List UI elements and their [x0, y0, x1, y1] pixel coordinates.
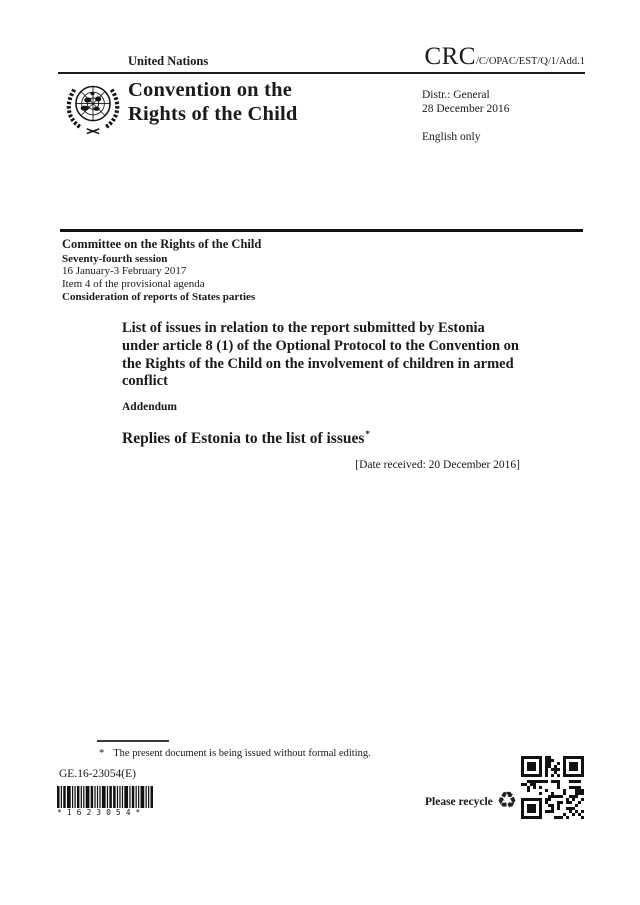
- date-received: [Date received: 20 December 2016]: [355, 459, 520, 471]
- masthead-title-line1: Convention on the: [128, 79, 293, 101]
- recycle-label: Please recycle: [425, 795, 493, 808]
- committee-name: Committee on the Rights of the Child: [62, 237, 262, 251]
- replies-subtitle-text: Replies of Estonia to the list of issues: [122, 430, 365, 447]
- header-rule: [58, 72, 585, 74]
- addendum-label: Addendum: [122, 401, 177, 413]
- footnote-text: The present document is being issued without formal editing.: [113, 748, 371, 759]
- language-line: English only: [422, 130, 481, 143]
- org-name: United Nations: [128, 54, 209, 68]
- footnote-rule: [97, 740, 169, 742]
- session-dates: 16 January-3 February 2017: [62, 265, 187, 278]
- agenda-title: Consideration of reports of States parties: [62, 290, 256, 303]
- distr-line: Distr.: General: [422, 89, 490, 101]
- footnote-marker: *: [99, 748, 105, 759]
- document-symbol-main: CRC: [424, 43, 476, 70]
- session-number: Seventy-fourth session: [62, 252, 168, 265]
- document-symbol: [424, 43, 585, 71]
- ge-document-number: GE.16-23054(E): [59, 768, 136, 780]
- footnote-reference-marker: *: [365, 429, 370, 439]
- document-symbol-suffix: /C/OPAC/EST/Q/1/Add.1: [475, 56, 585, 67]
- barcode-text: *1623054*: [57, 808, 146, 817]
- barcode-icon: [57, 786, 153, 808]
- recycle-icon: ♻: [496, 788, 518, 814]
- masthead-title: [128, 79, 298, 127]
- session-block: [62, 237, 261, 304]
- distr-date: 28 December 2016: [422, 103, 510, 116]
- section-rule: [60, 229, 583, 232]
- replies-subtitle: [122, 429, 370, 448]
- document-main-title: List of issues in relation to the report submitted by Estonia under article 8 (1) of the Optional Protocol to the Convention on the Rights of the Child on the involvement of children in armed conflict: [122, 320, 519, 390]
- un-emblem-icon: [62, 77, 124, 141]
- footnote: [99, 748, 371, 759]
- qr-code-icon: [521, 756, 584, 819]
- distribution-meta: [422, 88, 510, 144]
- masthead-title-line2: Rights of the Child: [128, 102, 298, 125]
- agenda-item: Item 4 of the provisional agenda: [62, 278, 205, 290]
- recycle-notice: [425, 790, 517, 813]
